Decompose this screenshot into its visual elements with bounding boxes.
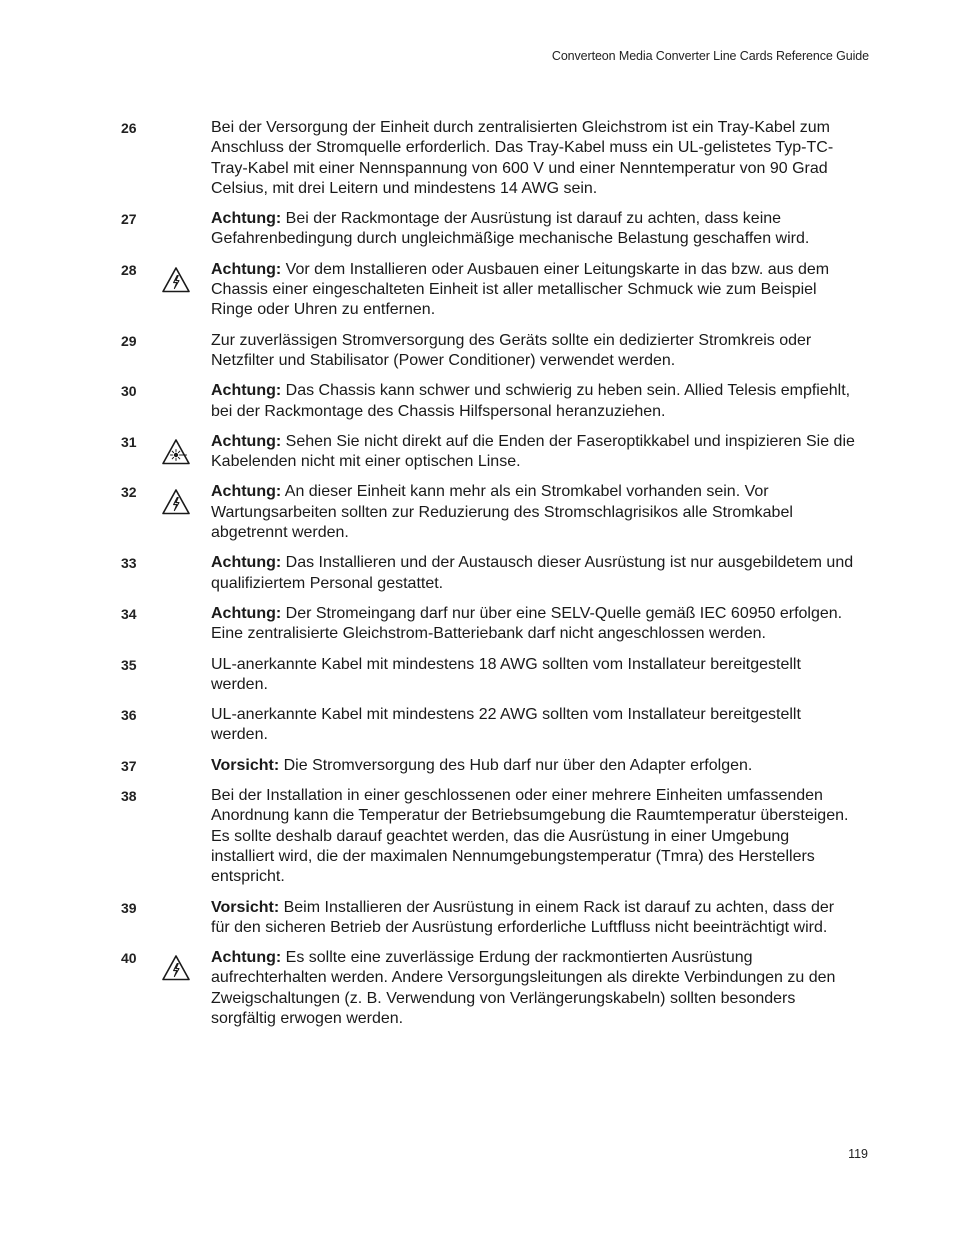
- electrical-hazard-icon: [161, 954, 191, 982]
- item-body: Sehen Sie nicht direkt auf die Enden der Faseroptikkabel und inspizieren Sie die Kabelenden nicht mit einer optischen Linse.: [211, 432, 855, 471]
- item-text: [211, 655, 856, 696]
- item-number: 39: [121, 899, 137, 916]
- page-number: 119: [848, 1147, 868, 1161]
- warning-label: Vorsicht:: [211, 898, 280, 916]
- item-text: [211, 604, 856, 645]
- item-body: Das Chassis kann schwer und schwierig zu heben sein. Allied Telesis empfiehlt, bei der Rackmontage des Chassis Hilfspersonal heranzuziehen.: [211, 382, 851, 420]
- item-text: [211, 786, 856, 887]
- warning-label: Achtung:: [211, 483, 282, 501]
- item-body: Bei der Installation in einer geschlossenen oder einer mehrere Einheiten umfassenden Anordnung kann die Temperatur der Betriebsumgebung die Raumtemperatur übersteigen. Es sollte deshalb darauf geachtet werden, das die Ausrüstung in einer Umgebung installiert wird, die der maximalen Nennumgebungstemperatur (Tmra) des Herstellers entspricht.: [211, 787, 849, 886]
- warning-label: Achtung:: [211, 604, 282, 622]
- list-item: [0, 381, 954, 422]
- list-item: [0, 786, 954, 887]
- item-body: Der Stromeingang darf nur über eine SELV-Quelle gemäß IEC 60950 erfolgen. Eine zentralisierte Gleichstrom-Batteriebank darf nicht angeschlossen werden.: [211, 604, 843, 643]
- item-text: [211, 948, 856, 1029]
- item-number: 29: [121, 332, 137, 349]
- item-text: [211, 898, 856, 939]
- item-number: 26: [121, 120, 137, 136]
- item-text: [211, 756, 856, 776]
- item-number: 33: [121, 555, 137, 572]
- item-body: UL-anerkannte Kabel mit mindestens 22 AWG sollten vom Installateur bereitgestellt werden.: [211, 706, 801, 744]
- item-body: Das Installieren und der Austausch dieser Ausrüstung ist nur ausgebildetem und qualifiziertem Personal gestattet.: [211, 554, 854, 592]
- list-item: [0, 705, 954, 746]
- warning-label: Vorsicht:: [211, 756, 280, 774]
- item-body: Die Stromversorgung des Hub darf nur über den Adapter erfolgen.: [283, 756, 753, 774]
- item-number: 38: [121, 788, 137, 805]
- item-text: [211, 209, 856, 250]
- warning-label: Achtung:: [211, 949, 282, 967]
- list-item: [0, 260, 954, 321]
- item-body: Zur zuverlässigen Stromversorgung des Geräts sollte ein dedizierter Stromkreis oder Netzfilter und Stabilisator (Power Conditioner) verwendet werden.: [211, 331, 812, 369]
- safety-notice-list: [0, 118, 954, 1039]
- list-item: [0, 432, 954, 473]
- list-item: [0, 118, 954, 199]
- item-number: 37: [121, 757, 137, 774]
- list-item: [0, 331, 954, 372]
- item-number: 31: [121, 433, 137, 450]
- item-number: 27: [121, 211, 137, 228]
- warning-label: Achtung:: [211, 260, 282, 278]
- item-number: 34: [121, 605, 137, 622]
- warning-label: Achtung:: [211, 554, 282, 572]
- electrical-hazard-icon: [161, 488, 191, 516]
- item-text: [211, 553, 856, 594]
- list-item: [0, 898, 954, 939]
- item-text: [211, 331, 856, 372]
- item-number: 36: [121, 707, 137, 724]
- list-item: [0, 604, 954, 645]
- warning-label: Achtung:: [211, 382, 282, 400]
- item-text: [211, 381, 856, 422]
- list-item: [0, 756, 954, 776]
- item-text: [211, 432, 856, 473]
- item-body: Bei der Versorgung der Einheit durch zentralisierten Gleichstrom ist ein Tray-Kabel zum Anschluss der Stromquelle erforderlich. Das Tray-Kabel muss ein UL-gelistetes Typ-TC-Tray-Kabel mit einer Nennspannung von 600 V und einer Nenntemperatur von 90 Grad Celsius, mit drei Leitern und mindestens 14 AWG sein.: [211, 119, 834, 197]
- item-body: Es sollte eine zuverlässige Erdung der rackmontierten Ausrüstung aufrechterhalten werden. Andere Versorgungsleitungen als direkte Verbindungen zu den Zweigschaltungen (z. B. Verwendung von Verlängerungskabeln) sollten besonders sorgfältig erwogen werden.: [211, 949, 836, 1027]
- item-body: An dieser Einheit kann mehr als ein Stromkabel vorhanden sein. Vor Wartungsarbeiten sollten zur Reduzierung des Stromschlagrisikos alle Stromkabel abgetrennt werden.: [211, 483, 793, 542]
- list-item: [0, 482, 954, 543]
- item-number: 35: [121, 656, 137, 673]
- item-number: 32: [121, 484, 137, 501]
- item-body: Vor dem Installieren oder Ausbauen einer Leitungskarte in das bzw. aus dem Chassis einer eingeschalteten Einheit ist aller metallischer Schmuck wie zum Beispiel Ringe oder Uhren zu entfernen.: [211, 260, 830, 319]
- item-text: [211, 260, 856, 321]
- item-number: 40: [121, 950, 137, 967]
- warning-label: Achtung:: [211, 210, 282, 228]
- electrical-hazard-icon: [161, 266, 191, 294]
- list-item: [0, 948, 954, 1029]
- item-body: Bei der Rackmontage der Ausrüstung ist darauf zu achten, dass keine Gefahrenbedingung durch ungleichmäßige mechanische Belastung geschaffen wird.: [211, 210, 810, 248]
- warning-label: Achtung:: [211, 432, 282, 450]
- list-item: [0, 209, 954, 250]
- item-text: [211, 482, 856, 543]
- item-text: [211, 705, 856, 746]
- item-number: 28: [121, 261, 137, 278]
- item-number: 30: [121, 383, 137, 400]
- item-body: Beim Installieren der Ausrüstung in einem Rack ist darauf zu achten, dass der für den sicheren Betrieb der Ausrüstung erforderliche Luftfluss nicht beeinträchtigt wird.: [211, 898, 835, 936]
- list-item: [0, 553, 954, 594]
- laser-hazard-icon: [161, 438, 191, 466]
- item-body: UL-anerkannte Kabel mit mindestens 18 AWG sollten vom Installateur bereitgestellt werden.: [211, 655, 801, 693]
- item-text: [211, 118, 856, 199]
- running-header: Converteon Media Converter Line Cards Reference Guide: [551, 49, 869, 63]
- list-item: [0, 655, 954, 696]
